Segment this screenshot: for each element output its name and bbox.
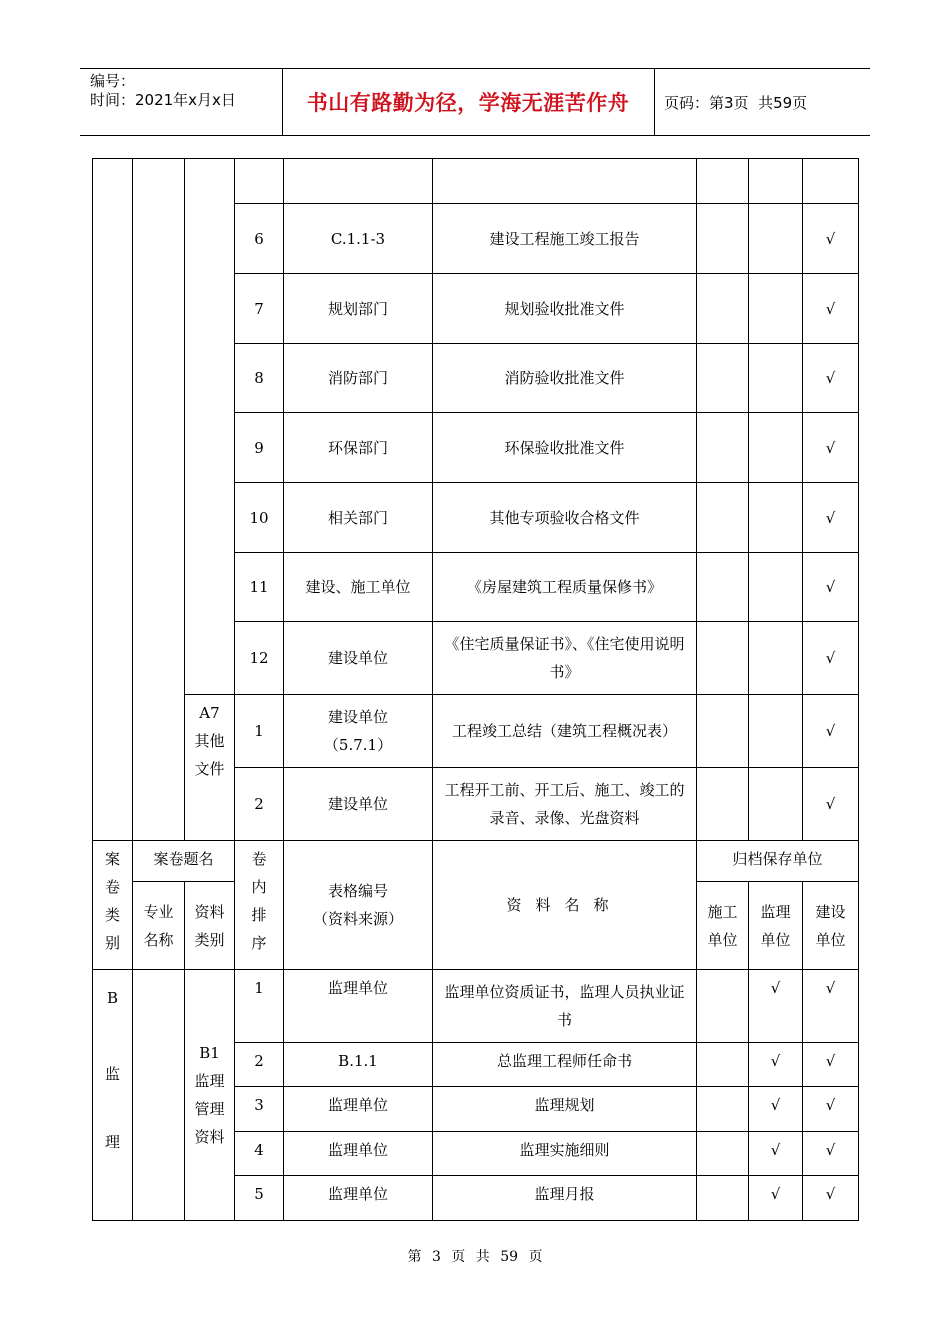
form-code-cell: 监理单位 [284,1087,433,1132]
check-mark: √ [803,768,859,841]
check-mark: √ [803,413,859,483]
form-code-cell: 监理单位 [284,1176,433,1221]
table-row [93,970,859,1043]
doc-name-cell: 监理实施细则 [433,1132,697,1176]
header-page-label: 页码：第3页 共59页 [664,93,808,112]
seq-cell: 6 [235,204,284,274]
seq-cell: 10 [235,483,284,553]
header-supervision: 监理 单位 [749,882,803,970]
check-mark: √ [749,1132,803,1176]
check-mark: √ [803,483,859,553]
header-construction: 施工 单位 [697,882,749,970]
header-type: 资料 类别 [185,882,235,970]
header-form-code: 表格编号 （资料来源） [284,841,433,970]
doc-number-label: 编号： [90,72,136,90]
seq-cell: 11 [235,553,284,622]
doc-name-cell: 监理规划 [433,1087,697,1132]
doc-name-cell: 规划验收批准文件 [433,274,697,344]
doc-name-cell: 监理单位资质证书，监理人员执业证书 [433,970,697,1043]
doc-name-cell: 总监理工程师任命书 [433,1043,697,1087]
seq-cell: 9 [235,413,284,483]
seq-cell: 8 [235,344,284,413]
b-category-cell: B 监 理 [93,970,133,1221]
header-archive: 归档保存单位 [697,841,859,882]
doc-time-label: 时间：2021年x月x日 [90,91,236,109]
check-mark: √ [803,204,859,274]
doc-name-cell: 工程开工前、开工后、施工、竣工的录音、录像、光盘资料 [433,768,697,841]
check-mark: √ [803,344,859,413]
seq-cell: 1 [235,695,284,768]
check-mark: √ [803,970,859,1043]
header-motto: 书山有路勤为径，学海无涯苦作舟 [306,91,630,115]
archive-table [92,158,859,1221]
form-code-cell: C.1.1-3 [284,204,433,274]
form-code-cell: 环保部门 [284,413,433,483]
header-meta [90,72,282,110]
seq-cell: 3 [235,1087,284,1132]
check-mark: √ [803,622,859,695]
table-row [93,159,859,204]
seq-cell: 2 [235,768,284,841]
form-code-cell: 监理单位 [284,1132,433,1176]
check-mark: √ [749,970,803,1043]
check-mark: √ [803,274,859,344]
header-title: 案卷题名 [133,841,235,882]
a7-category-cell: A7 其他 文件 [185,695,235,841]
type-cell [185,159,235,695]
doc-name-cell: 建设工程施工竣工报告 [433,204,697,274]
check-mark: √ [803,1176,859,1221]
form-code-cell: 建设、施工单位 [284,553,433,622]
doc-name-cell: 消防验收批准文件 [433,344,697,413]
check-mark: √ [803,695,859,768]
doc-name-cell: 《住宅质量保证书》、《住宅使用说明书》 [433,622,697,695]
seq-cell: 5 [235,1176,284,1221]
doc-name-cell: 《房屋建筑工程质量保修书》 [433,553,697,622]
doc-name-cell: 其他专项验收合格文件 [433,483,697,553]
form-code-cell: B.1.1 [284,1043,433,1087]
doc-name-cell: 监理月报 [433,1176,697,1221]
doc-name-cell: 工程竣工总结（建筑工程概况表） [433,695,697,768]
check-mark: √ [803,553,859,622]
header-category: 案 卷 类 别 [93,841,133,970]
page-footer: 第 3 页 共 59 页 [407,1249,543,1265]
form-code-cell: 建设单位 （5.7.1） [284,695,433,768]
check-mark: √ [803,1087,859,1132]
column-header-row [93,841,859,882]
check-mark: √ [803,1043,859,1087]
header-seq: 卷 内 排 序 [235,841,284,970]
form-code-cell: 建设单位 [284,768,433,841]
seq-cell: 4 [235,1132,284,1176]
major-cell [133,159,185,841]
seq-cell: 7 [235,274,284,344]
seq-cell: 1 [235,970,284,1043]
b-major-cell [133,970,185,1221]
category-cell [93,159,133,841]
header-builder: 建设 单位 [803,882,859,970]
seq-cell: 12 [235,622,284,695]
form-code-cell: 建设单位 [284,622,433,695]
form-code-cell: 规划部门 [284,274,433,344]
form-code-cell: 消防部门 [284,344,433,413]
table-row [93,695,859,768]
check-mark: √ [749,1043,803,1087]
header-major: 专业 名称 [133,882,185,970]
header-divider [654,68,655,136]
check-mark: √ [749,1176,803,1221]
form-code-cell: 监理单位 [284,970,433,1043]
b1-category-cell: B1 监理 管理 资料 [185,970,235,1221]
page-header [80,68,870,136]
seq-cell: 2 [235,1043,284,1087]
header-doc-name: 资料名称 [433,841,697,970]
check-mark: √ [749,1087,803,1132]
check-mark: √ [803,1132,859,1176]
doc-name-cell: 环保验收批准文件 [433,413,697,483]
form-code-cell: 相关部门 [284,483,433,553]
